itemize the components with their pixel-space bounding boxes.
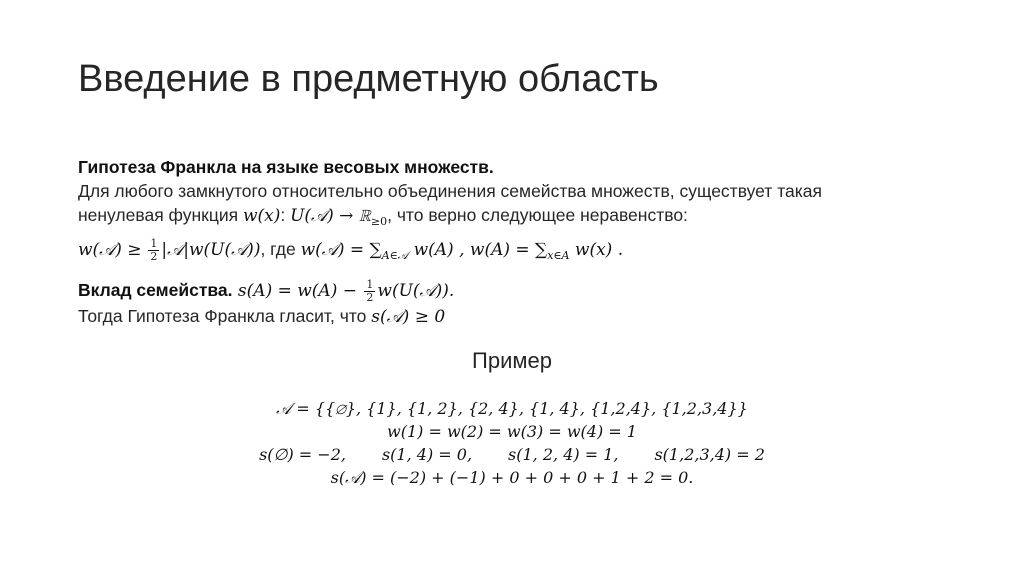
inequality-right: |𝒜|w(U(𝒜)) [161,240,261,260]
fraction-numerator: 1 [150,236,158,250]
example-family: 𝒜 = {{∅}, {1}, {1, 2}, {2, 4}, {1, 4}, {1,2,4}, {1,2,3,4}} [276,399,748,418]
set-weight-tail: w(x) . [569,240,624,260]
weight-function: w(x) [242,206,281,226]
hypothesis-text-line-2 [78,203,958,234]
s-14: s(1, 4) = 0, [381,445,473,464]
family-weight-sub: A∈𝒜 [381,249,409,262]
set-weight-sub: x∈A [547,249,570,262]
example-block [0,397,1024,489]
family-weight-def: w(𝒜) = ∑ [300,240,382,260]
inequality-left: w(𝒜) ≥ [78,240,142,260]
slide-title: Введение в предметную область [78,58,659,100]
fraction-denominator: 2 [150,249,158,263]
slide-body [78,155,958,329]
s-empty: s(∅) = −2, [259,445,346,464]
contribution-half-fraction [364,279,375,304]
contribution-formula-right: w(U(𝒜)). [377,281,455,301]
frankl-statement-formula: s(𝒜) ≥ 0 [371,306,446,327]
example-contributions [0,443,1024,466]
one-half-fraction [148,238,159,263]
inequality-line [78,237,958,268]
mapping-formula: U(𝒜) → ℝ [290,206,371,226]
hypothesis-heading: Гипотеза Франкла на языке весовых множеств. [78,157,494,177]
contribution-line [78,278,958,304]
fraction-numerator: 1 [366,277,374,291]
s-1234: s(1,2,3,4) = 2 [654,445,765,464]
hypothesis-text-1: Для любого замкнутого относительно объединения семейства множеств, существует такая [78,181,822,201]
example-weights: w(1) = w(2) = w(3) = w(4) = 1 [387,422,637,441]
hypothesis-heading-line [78,155,958,179]
frankl-statement-text: Тогда Гипотеза Франкла гласит, что [78,305,372,326]
hypothesis-text-2-prefix: ненулевая функция [78,205,243,225]
frankl-statement-line [78,304,958,329]
hypothesis-text-2-suffix: , что верно следующее неравенство: [387,205,688,225]
example-title: Пример [472,348,552,373]
fraction-denominator: 2 [366,290,374,304]
colon: : [280,205,291,225]
set-weight-def: w(A) = ∑ [469,240,548,260]
mapping-subscript: ≥0 [370,215,388,228]
contribution-heading: Вклад семейства. [78,280,233,300]
where-text: , где [260,239,301,259]
contribution-formula-left: s(A) = w(A) − [232,281,363,301]
family-weight-tail: w(A) , [408,240,470,260]
hypothesis-text-line-1 [78,179,958,203]
s-124: s(1, 2, 4) = 1, [508,445,619,464]
example-total: s(𝒜) = (−2) + (−1) + 0 + 0 + 0 + 1 + 2 = 0. [330,468,694,487]
